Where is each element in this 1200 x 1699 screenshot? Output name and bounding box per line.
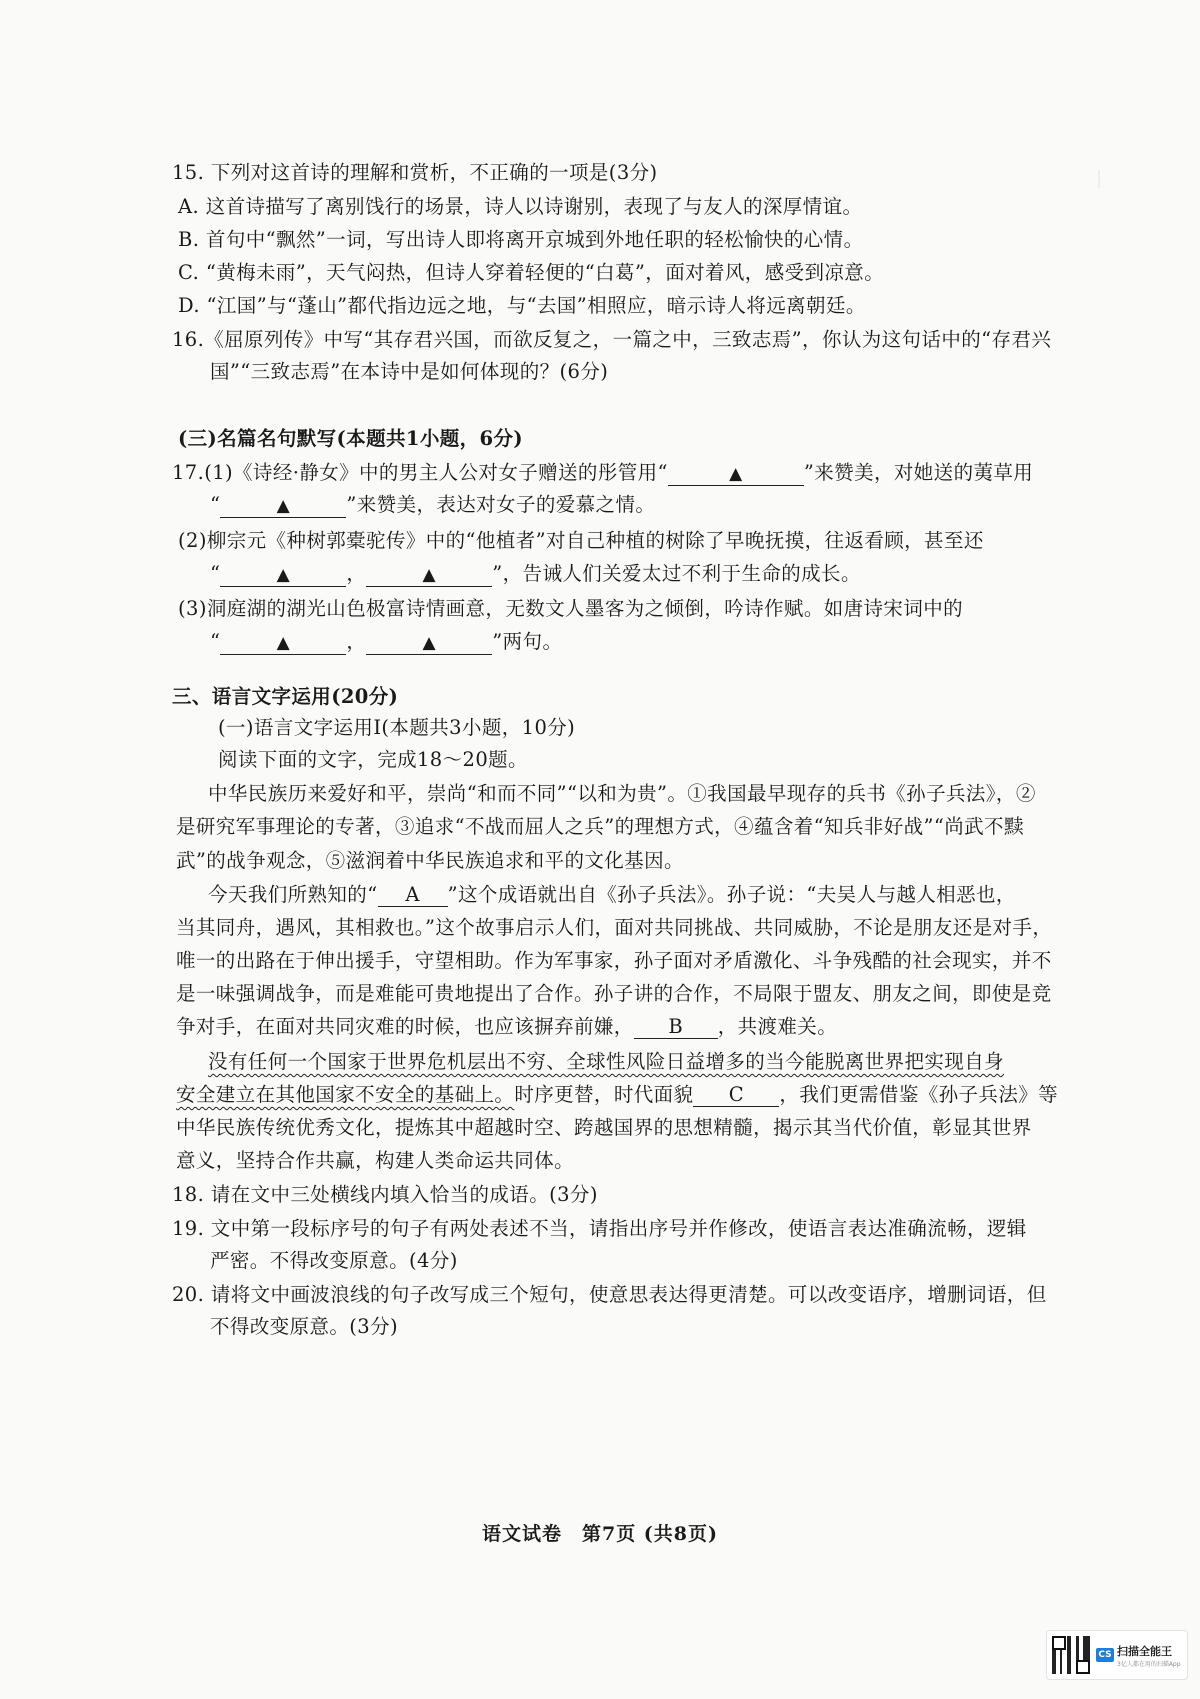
- question-17-part-3-line-2: “ ▲ ， ▲ ”两句。: [210, 630, 563, 653]
- section-3-famous-lines-heading: (三)名篇名句默写(本题共1小题，6分): [178, 427, 524, 450]
- passage-p2-line-3: 唯一的出路在于伸出援手，守望相助。作为军事家，孙子面对矛盾激化、斗争残酷的社会现实，并不: [176, 949, 1052, 972]
- question-17-part-2-line-2: “ ▲ ， ▲ ”，告诫人们关爱太过不利于生命的成长。: [210, 562, 861, 585]
- scanner-watermark-badge: [1046, 1630, 1188, 1680]
- answer-blank[interactable]: ▲: [220, 631, 346, 655]
- question-19-line-1: 19. 文中第一段标序号的句子有两处表述不当，请指出序号并作修改，使语言表达准确流畅，逻辑: [172, 1217, 1027, 1240]
- passage-p1-line-1: 中华民族历来爱好和平，崇尚“和而不同”“以和为贵”。①我国最早现存的兵书《孙子兵法》，②: [208, 782, 1036, 805]
- question-17-part-2-line-1: (2)柳宗元《种树郭橐驼传》中的“他植者”对自己种植的树除了早晚抚摸，往返看顾，甚至还: [178, 529, 984, 552]
- wavy-underlined-sentence-end: 安全建立在其他国家不安全的基础上。: [176, 1083, 515, 1106]
- passage-p3-line-4: 意义，坚持合作共赢，构建人类命运共同体。: [176, 1149, 575, 1172]
- question-17-part-3-line-1: (3)洞庭湖的湖光山色极富诗情画意，无数文人墨客为之倾倒，吟诗作赋。如唐诗宋词中的: [178, 597, 964, 620]
- question-15-stem: 15. 下列对这首诗的理解和赏析，不正确的一项是(3分): [172, 161, 658, 184]
- question-16-line-2: 国”“三致志焉”在本诗中是如何体现的？(6分): [210, 360, 609, 383]
- passage-p3-line-1: [208, 1049, 1004, 1075]
- question-15-option-b: B. 首句中“飘然”一词，写出诗人即将离开京城到外地任职的轻松愉快的心情。: [178, 228, 864, 251]
- part-3-sub-heading: (一)语言文字运用Ⅰ(本题共3小题，10分): [218, 716, 576, 739]
- answer-blank[interactable]: ▲: [668, 462, 804, 486]
- question-20-line-2: 不得改变原意。(3分): [210, 1315, 399, 1338]
- passage-p3-line-2: 安全建立在其他国家不安全的基础上。时序更替，时代面貌 C ，我们更需借鉴《孙子兵法》等: [176, 1083, 1059, 1106]
- camscanner-logo-icon: CS: [1096, 1648, 1114, 1662]
- part-3-heading: 三、语言文字运用(20分): [172, 685, 399, 708]
- question-20-line-1: 20. 请将文中画波浪线的句子改写成三个短句，使意思表达得更清楚。可以改变语序，增删词语，但: [172, 1283, 1047, 1306]
- passage-p3-line-3: 中华民族传统优秀文化，提炼其中超越时空、跨越国界的思想精髓，揭示其当代价值，彰显其世界: [176, 1116, 1032, 1139]
- question-17-part-1-line-1: 17.(1)《诗经·静女》中的男主人公对女子赠送的彤管用“ ▲ ”来赞美，对她送的荑草用: [172, 461, 1034, 484]
- badge-title: 扫描全能王: [1117, 1644, 1172, 1658]
- answer-blank[interactable]: ▲: [220, 494, 346, 518]
- answer-blank[interactable]: ▲: [220, 563, 346, 587]
- blank-c[interactable]: C: [693, 1084, 779, 1107]
- blank-b[interactable]: B: [634, 1016, 718, 1039]
- passage-p2-line-1: 今天我们所熟知的“ A ”这个成语就出自《孙子兵法》。孙子说：“夫吴人与越人相恶也，: [208, 883, 1016, 906]
- question-19-line-2: 严密。不得改变原意。(4分): [210, 1249, 458, 1272]
- question-18: 18. 请在文中三处横线内填入恰当的成语。(3分): [172, 1183, 598, 1206]
- badge-subtitle: 3亿人都在用的扫描App: [1117, 1660, 1181, 1668]
- passage-p1-line-2: 是研究军事理论的专著，③追求“不战而屈人之兵”的理想方式，④蕴含着“知兵非好战”“尚武不黩: [176, 815, 1024, 838]
- page-footer: 语文试卷 第7页 (共8页): [481, 1523, 719, 1545]
- question-17-part-1-line-2: “ ▲ ”来赞美，表达对女子的爱慕之情。: [210, 493, 656, 516]
- passage-p2-line-5: 争对手，在面对共同灾难的时候，也应该摒弃前嫌， B ，共渡难关。: [176, 1015, 838, 1038]
- badge-text: [1117, 1643, 1181, 1668]
- question-15-option-d: D. “江国”与“蓬山”都代指边远之地，与“去国”相照应，暗示诗人将远离朝廷。: [178, 294, 866, 317]
- qr-code-icon: [1052, 1636, 1090, 1674]
- blank-a[interactable]: A: [378, 884, 448, 907]
- passage-p2-line-2: 当其同舟，遇风，其相救也。”这个故事启示人们，面对共同挑战、共同威胁，不论是朋友还是对手，: [176, 916, 1053, 939]
- passage-p1-line-3: 武”的战争观念，⑤滋润着中华民族追求和平的文化基因。: [176, 849, 684, 872]
- answer-blank[interactable]: ▲: [366, 631, 492, 655]
- passage-p2-line-4: 是一味强调战争，而是难能可贵地提出了合作。孙子讲的合作，不局限于盟友、朋友之间，即使是竞: [176, 982, 1052, 1005]
- question-16-line-1: 16.《屈原列传》中写“其存君兴国，而欲反复之，一篇之中，三致志焉”，你认为这句话中的“存君兴: [172, 328, 1052, 351]
- bleed-through-mark: ｜: [1090, 170, 1108, 191]
- wavy-underlined-sentence: 没有任何一个国家于世界危机层出不穷、全球性风险日益增多的当今能脱离世界把实现自身: [208, 1050, 1005, 1073]
- question-15-option-a: A. 这首诗描写了离别饯行的场景，诗人以诗谢别，表现了与友人的深厚情谊。: [178, 195, 863, 218]
- answer-blank[interactable]: ▲: [366, 563, 492, 587]
- reading-instruction: 阅读下面的文字，完成18～20题。: [218, 748, 528, 771]
- question-15-option-c: C. “黄梅未雨”，天气闷热，但诗人穿着轻便的“白葛”，面对着风，感受到凉意。: [178, 261, 885, 284]
